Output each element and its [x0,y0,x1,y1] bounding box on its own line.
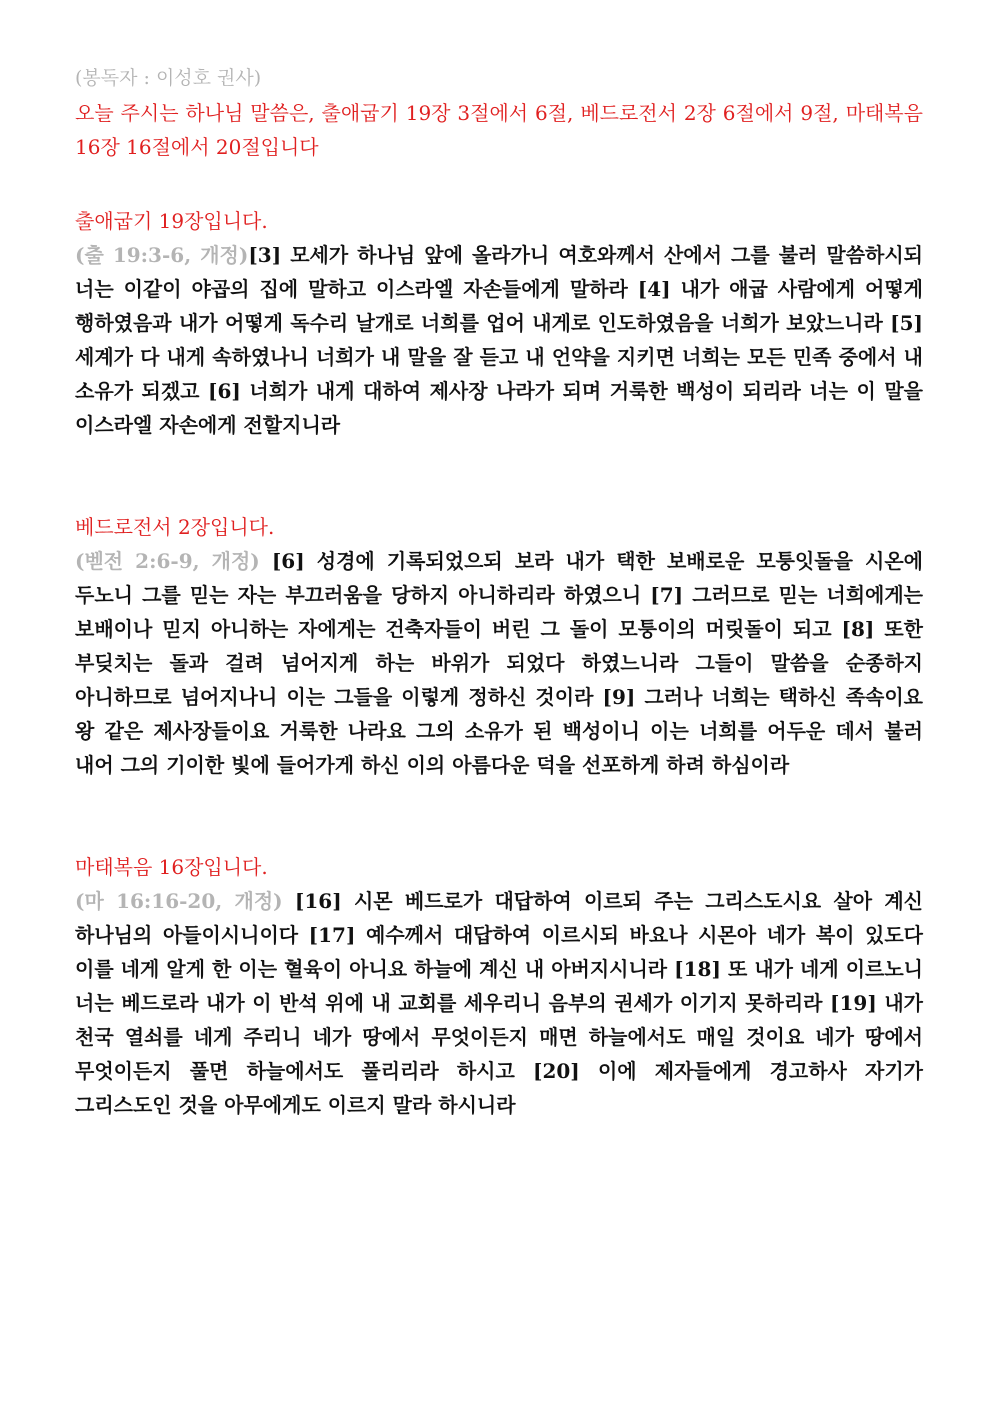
section-title: 출애굽기 19장입니다. [75,209,268,233]
spacer [75,782,923,850]
reader-line: (봉독자 : 이성호 권사) [75,67,262,89]
section-title: 마태복음 16장입니다. [75,855,268,879]
section-title: 베드로전서 2장입니다. [75,515,275,539]
scripture-reference: (출 19:3-6, 개정) [75,243,249,267]
verse-text: [3] 모세가 하나님 앞에 올라가니 여호와께서 산에서 그를 불러 말씀하시되 너는 이같이 야곱의 집에 말하고 이스라엘 자손들에게 말하라 [4] 내가 애굽 사람에게 어떻게 행하였음과 내가 어떻게 독수리 날개로 너희를 업어 내게로 인도하였음을 너희가 보았느니라 [5] 세계가 다 내게 속하였나니 너희가 내 말을 잘 듣고 내 언약을 지키면 너희는 모든 민족 중에서 내 소유가 되겠고 [6] 너희가 내게 대하여 제사장 나라가 되며 거룩한 백성이 되리라 너는 이 말을 이스라엘 자손에게 전할지니라 [75,243,923,437]
scripture-reference: (마 16:16-20, 개정) [75,889,283,913]
passage-text [75,544,923,782]
scripture-page [75,62,923,1122]
spacer [75,442,923,510]
scripture-reference: (벧전 2:6-9, 개정) [75,549,260,573]
spacer [75,164,923,204]
intro-text: 오늘 주시는 하나님 말씀은, 출애굽기 19장 3절에서 6절, 베드로전서 2장 6절에서 9절, 마태복음 16장 16절에서 20절입니다 [75,101,923,159]
section-matthew [75,850,923,1122]
section-exodus [75,204,923,442]
passage-text [75,884,923,1122]
verse-text: [6] 성경에 기록되었으되 보라 내가 택한 보배로운 모퉁잇돌을 시온에 두노니 그를 믿는 자는 부끄러움을 당하지 아니하리라 하였으니 [7] 그러므로 믿는 너희에게는 보배이나 믿지 아니하는 자에게는 건축자들이 버린 그 돌이 모퉁이의 머릿돌이 되고 [8] 또한 부딪치는 돌과 걸려 넘어지게 하는 바위가 되었다 하였느니라 그들이 말씀을 순종하지 아니하므로 넘어지나니 이는 그들을 이렇게 정하신 것이라 [9] 그러나 너희는 택하신 족속이요 왕 같은 제사장들이요 거룩한 나라요 그의 소유가 된 백성이니 이는 너희를 어두운 데서 불러 내어 그의 기이한 빛에 들어가게 하신 이의 아름다운 덕을 선포하게 하려 하심이라 [75,549,923,777]
verse-text: [16] 시몬 베드로가 대답하여 이르되 주는 그리스도시요 살아 계신 하나님의 아들이시니이다 [17] 예수께서 대답하여 이르시되 바요나 시몬아 네가 복이 있도다 이를 네게 알게 한 이는 혈육이 아니요 하늘에 계신 내 아버지시니라 [18] 또 내가 네게 이르노니 너는 베드로라 내가 이 반석 위에 내 교회를 세우리니 음부의 권세가 이기지 못하리라 [19] 내가 천국 열쇠를 네게 주리니 네가 땅에서 무엇이든지 매면 하늘에서도 매일 것이요 네가 땅에서 무엇이든지 풀면 하늘에서도 풀리리라 하시고 [20] 이에 제자들에게 경고하사 자기가 그리스도인 것을 아무에게도 이르지 말라 하시니라 [75,889,923,1117]
passage-text [75,238,923,442]
section-1-peter [75,510,923,782]
